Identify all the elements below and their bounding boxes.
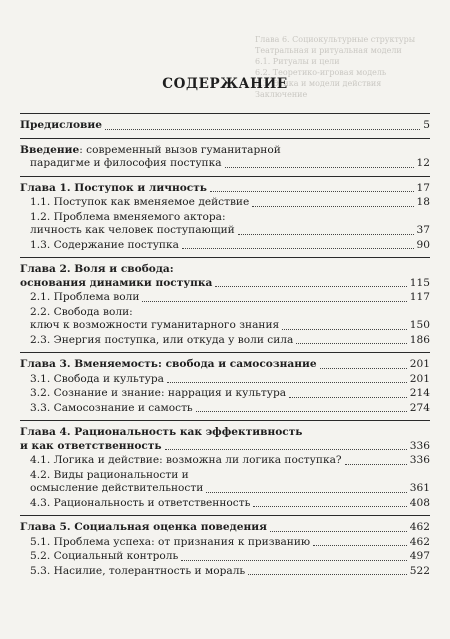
section-title: 5.2. Социальный контроль — [30, 550, 179, 562]
toc-section — [20, 497, 430, 511]
chapter-title: Глава 2. Воля и свобода: — [20, 263, 174, 275]
toc-section — [20, 536, 430, 550]
page-number: 462 — [409, 521, 430, 533]
leader-dots — [270, 531, 407, 532]
page-number: 5 — [423, 119, 430, 131]
leader-dots — [313, 545, 407, 546]
toc-section — [20, 196, 430, 210]
leader-dots — [181, 560, 407, 561]
toc-chapter — [20, 182, 430, 253]
section-title: 5.1. Проблема успеха: от признания к призванию — [30, 535, 311, 548]
divider — [20, 257, 430, 258]
toc-section — [20, 387, 430, 401]
intro-bold-label: Введение — [20, 143, 80, 156]
toc-section — [20, 550, 430, 564]
section-title: личность как человек поступающий — [30, 224, 235, 236]
page-number: 117 — [409, 291, 430, 303]
intro-label-line2: парадигме и философия поступка — [30, 157, 222, 169]
page-number: 214 — [409, 387, 430, 399]
section-title: 2.3. Энергия поступка, или откуда у воли сила — [30, 333, 294, 346]
leader-dots — [206, 492, 406, 493]
leader-dots — [210, 191, 414, 192]
toc-section — [20, 373, 430, 387]
toc-entry-preface — [20, 119, 430, 133]
divider — [20, 352, 430, 353]
chapter-title: Глава 1. Поступок и личность — [20, 181, 207, 194]
bleed-line: Театральная и ритуальная модели — [255, 46, 402, 55]
divider — [20, 113, 430, 114]
chapter-list — [20, 176, 430, 579]
section-title: 5.3. Насилие, толерантность и мораль — [30, 564, 246, 577]
page-number: 90 — [416, 238, 430, 251]
page-number: 37 — [416, 224, 430, 236]
chapter-title: Глава 4. Рациональность как эффективность — [20, 426, 303, 438]
leader-dots — [225, 167, 414, 168]
page-number: 150 — [409, 319, 430, 331]
toc-section — [20, 454, 430, 468]
leader-dots — [142, 301, 406, 302]
divider — [20, 515, 430, 516]
toc-entry-intro — [20, 144, 430, 171]
section-title: 1.3. Содержание поступка — [30, 238, 179, 251]
leader-dots — [282, 329, 407, 330]
leader-dots — [167, 382, 407, 383]
section-title: 1.1. Поступок как вменяемое действие — [30, 196, 250, 208]
toc-section — [20, 291, 430, 305]
page-number: 497 — [409, 550, 430, 562]
leader-dots — [182, 248, 414, 249]
toc-section — [20, 565, 430, 579]
toc-chapter — [20, 521, 430, 578]
leader-dots — [165, 449, 407, 450]
section-title: 3.1. Свобода и культура — [30, 372, 164, 385]
leader-dots — [320, 368, 407, 369]
bleed-line: Глава 6. Социокультурные структуры — [255, 35, 416, 44]
section-title: 3.2. Сознание и знание: наррация и культура — [30, 387, 287, 399]
toc-chapter — [20, 263, 430, 347]
page-number: 201 — [409, 372, 430, 385]
page-number: 336 — [409, 454, 430, 466]
leader-dots — [248, 574, 407, 575]
leader-dots — [252, 206, 413, 207]
toc-section — [20, 306, 430, 333]
bleed-line: 6.3. Этика и модели действия — [255, 79, 382, 88]
leader-dots — [215, 286, 406, 287]
bleed-line: 6.1. Ритуалы и цели — [255, 57, 340, 66]
entry-label: Предисловие — [20, 119, 103, 131]
section-title: 1.2. Проблема вменяемого актора: — [30, 210, 226, 223]
leader-dots — [253, 506, 406, 507]
section-title: 3.3. Самосознание и самость — [30, 401, 193, 414]
section-title: ключ к возможности гуманитарного знания — [30, 319, 280, 331]
intro-label-rest: : современный вызов гуманитарной — [79, 143, 281, 156]
page-number: 274 — [409, 401, 430, 414]
section-title: 2.2. Свобода воли: — [30, 305, 133, 318]
page-number: 462 — [409, 535, 430, 548]
leader-dots — [345, 464, 407, 465]
page-number: 17 — [416, 181, 430, 194]
section-title: 4.1. Логика и действие: возможна ли логика поступка? — [30, 454, 342, 466]
section-title: осмысление действительности — [30, 482, 204, 494]
leader-dots — [238, 234, 414, 235]
page-number: 361 — [409, 482, 430, 494]
toc-section — [20, 334, 430, 348]
bleed-line: 6.2. Теоретико-игровая модель — [255, 68, 387, 77]
leader-dots — [289, 397, 407, 398]
toc-chapter — [20, 358, 430, 415]
page-number: 201 — [409, 358, 430, 370]
bleed-line: Заключение — [255, 90, 308, 99]
table-of-contents — [20, 108, 430, 579]
toc-section — [20, 402, 430, 416]
divider — [20, 138, 430, 139]
page-number: 522 — [409, 564, 430, 577]
toc-chapter — [20, 426, 430, 510]
section-title: 4.3. Рациональность и ответственность — [30, 496, 251, 509]
page-number: 408 — [409, 496, 430, 509]
page-title: СОДЕРЖАНИЕ — [162, 76, 288, 92]
page-number: 186 — [409, 333, 430, 346]
section-title: 4.2. Виды рациональности и — [30, 468, 189, 481]
page-number: 12 — [416, 157, 430, 169]
page-number: 115 — [409, 276, 430, 289]
page-number: 336 — [409, 439, 430, 452]
section-title: 2.1. Проблема воли — [30, 291, 140, 303]
toc-section — [20, 211, 430, 238]
chapter-title: основания динамики поступка — [20, 276, 213, 289]
leader-dots — [296, 343, 406, 344]
leader-dots — [196, 411, 407, 412]
toc-section — [20, 239, 430, 253]
toc-section — [20, 469, 430, 496]
chapter-title: и как ответственность — [20, 439, 162, 452]
leader-dots — [105, 129, 420, 130]
divider — [20, 176, 430, 177]
divider — [20, 420, 430, 421]
page-number: 18 — [416, 196, 430, 208]
chapter-title: Глава 5. Социальная оценка поведения — [20, 521, 267, 533]
chapter-title: Глава 3. Вменяемость: свобода и самосознание — [20, 358, 317, 370]
